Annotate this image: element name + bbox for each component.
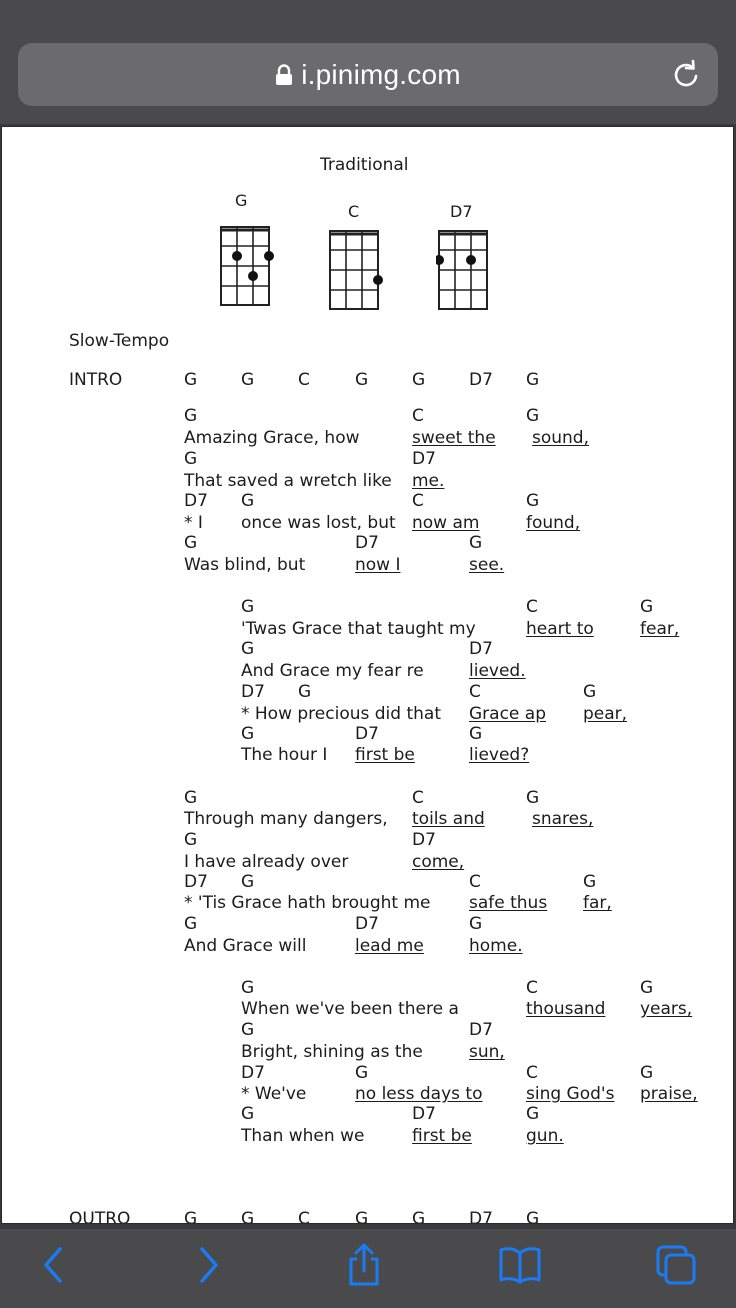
outro-chord: G <box>355 1209 369 1224</box>
chord: C <box>469 872 481 892</box>
chord: G <box>526 788 540 808</box>
chord: G <box>184 830 198 850</box>
lyric-line: Than when we <box>241 1126 365 1146</box>
lyric-line: 'Twas Grace that taught my <box>241 619 476 639</box>
chord: G <box>469 724 483 744</box>
chord: G <box>241 724 255 744</box>
chord: G <box>184 533 198 553</box>
outro-label: OUTRO <box>69 1209 131 1224</box>
chord: G <box>583 872 597 892</box>
intro-chord: C <box>298 370 310 390</box>
lyric-line: see. <box>469 555 505 575</box>
chord: G <box>184 406 198 426</box>
chord: G <box>241 978 255 998</box>
chord: G <box>184 788 198 808</box>
lyric-line: When we've been there a <box>241 999 459 1019</box>
lyric-line: Through many dangers, <box>184 809 388 829</box>
lyric-line: no less days to <box>355 1084 483 1104</box>
chord: D7 <box>412 1104 436 1124</box>
chord: D7 <box>412 830 436 850</box>
chord: G <box>241 491 255 511</box>
chord: D7 <box>355 914 379 934</box>
chord: G <box>526 1104 540 1124</box>
lyric-line: * 'Tis Grace hath brought me <box>184 893 431 913</box>
chord: G <box>640 978 654 998</box>
lyric-line: heart to <box>526 619 594 639</box>
chord: G <box>184 914 198 934</box>
chord: C <box>526 978 538 998</box>
lyric-line: Bright, shining as the <box>241 1042 423 1062</box>
song-sheet <box>1 126 734 1224</box>
lyric-line: far, <box>583 893 612 913</box>
chord: G <box>241 639 255 659</box>
lyric-line: * I <box>184 513 203 533</box>
chord: C <box>412 406 424 426</box>
lyric-line: thousand <box>526 999 606 1019</box>
lyric-line: * How precious did that <box>241 704 441 724</box>
lyric-line: sing God's <box>526 1084 615 1104</box>
chord: G <box>184 449 198 469</box>
back-chevron-icon[interactable] <box>32 1243 76 1287</box>
lyric-line: Grace ap <box>469 704 546 724</box>
lyric-line: And Grace my fear re <box>241 661 424 681</box>
chord: D7 <box>241 1063 265 1083</box>
outro-chord: G <box>526 1209 540 1224</box>
lyric-line: And Grace will <box>184 936 307 956</box>
image-viewport[interactable] <box>0 124 736 1228</box>
chord: D7 <box>241 682 265 702</box>
url-text: i.pinimg.com <box>301 58 461 90</box>
intro-chord: D7 <box>469 370 493 390</box>
lyric-line: I have already over <box>184 852 349 872</box>
chord: D7 <box>469 639 493 659</box>
lyric-line: come, <box>412 852 465 872</box>
chord: D7 <box>184 872 208 892</box>
chord-name-c: C <box>348 202 360 221</box>
chord: G <box>640 1063 654 1083</box>
lyric-line: sound, <box>532 428 590 448</box>
lyric-line: snares, <box>532 809 594 829</box>
lyric-line: The hour I <box>241 745 328 765</box>
lyric-line: lieved? <box>469 745 530 765</box>
lyric-line: home. <box>469 936 523 956</box>
chord: G <box>526 406 540 426</box>
chord-name-d7: D7 <box>450 202 473 221</box>
chord: C <box>526 1063 538 1083</box>
chord-diagram-d7 <box>436 229 488 311</box>
address-content <box>18 43 718 106</box>
lyric-line: once was lost, but <box>241 513 396 533</box>
lock-icon <box>275 64 293 86</box>
chord-name-g: G <box>235 191 248 210</box>
browser-top-bar <box>0 0 736 124</box>
chord: G <box>241 1104 255 1124</box>
lyric-line: pear, <box>583 704 628 724</box>
intro-label: INTRO <box>69 370 123 390</box>
share-icon[interactable] <box>342 1243 386 1287</box>
chord-diagram-c <box>327 229 379 311</box>
lyric-line: found, <box>526 513 581 533</box>
outro-chord: G <box>241 1209 255 1224</box>
lyric-line: years, <box>640 999 693 1019</box>
reload-icon[interactable] <box>670 58 704 92</box>
outro-chord: G <box>412 1209 426 1224</box>
chord: G <box>526 491 540 511</box>
lyric-line: That saved a wretch like <box>184 471 392 491</box>
lyric-line: first be <box>412 1126 472 1146</box>
lyric-line: praise, <box>640 1084 698 1104</box>
forward-chevron-icon[interactable] <box>186 1243 230 1287</box>
lyric-line: fear, <box>640 619 680 639</box>
chord: D7 <box>184 491 208 511</box>
address-bar[interactable] <box>18 43 718 106</box>
chord: C <box>526 597 538 617</box>
chord: G <box>298 682 312 702</box>
chord: G <box>355 1063 369 1083</box>
chord: D7 <box>469 1020 493 1040</box>
chord: G <box>241 1020 255 1040</box>
chord: C <box>469 682 481 702</box>
outro-chord: G <box>184 1209 198 1224</box>
intro-chord: G <box>241 370 255 390</box>
chord: C <box>412 491 424 511</box>
chord: G <box>241 872 255 892</box>
outro-chord: C <box>298 1209 310 1224</box>
lyric-line: lead me <box>355 936 424 956</box>
intro-chord: G <box>526 370 540 390</box>
lyric-line: now I <box>355 555 401 575</box>
lyric-line: me. <box>412 471 445 491</box>
lyric-line: Amazing Grace, how <box>184 428 360 448</box>
lyric-line: Was blind, but <box>184 555 306 575</box>
song-credit: Traditional <box>320 155 409 175</box>
lyric-line: lieved. <box>469 661 526 681</box>
tabs-icon[interactable] <box>654 1243 698 1287</box>
lyric-line: * We've <box>241 1084 307 1104</box>
chord: G <box>583 682 597 702</box>
intro-chord: G <box>184 370 198 390</box>
chord: D7 <box>355 724 379 744</box>
chord-diagram-g <box>218 225 270 307</box>
book-icon[interactable] <box>498 1243 542 1287</box>
lyric-line: gun. <box>526 1126 564 1146</box>
lyric-line: now am <box>412 513 480 533</box>
lyric-line: safe thus <box>469 893 548 913</box>
tempo-label: Slow-Tempo <box>69 331 170 351</box>
chord: D7 <box>355 533 379 553</box>
lyric-line: sweet the <box>412 428 496 448</box>
chord: G <box>241 597 255 617</box>
lyric-line: toils and <box>412 809 485 829</box>
chord: G <box>469 914 483 934</box>
chord: D7 <box>412 449 436 469</box>
outro-chord: D7 <box>469 1209 493 1224</box>
intro-chord: G <box>355 370 369 390</box>
browser-toolbar <box>0 1228 736 1308</box>
lyric-line: sun, <box>469 1042 505 1062</box>
intro-chord: G <box>412 370 426 390</box>
chord: G <box>640 597 654 617</box>
chord: C <box>412 788 424 808</box>
chord: G <box>469 533 483 553</box>
lyric-line: first be <box>355 745 415 765</box>
